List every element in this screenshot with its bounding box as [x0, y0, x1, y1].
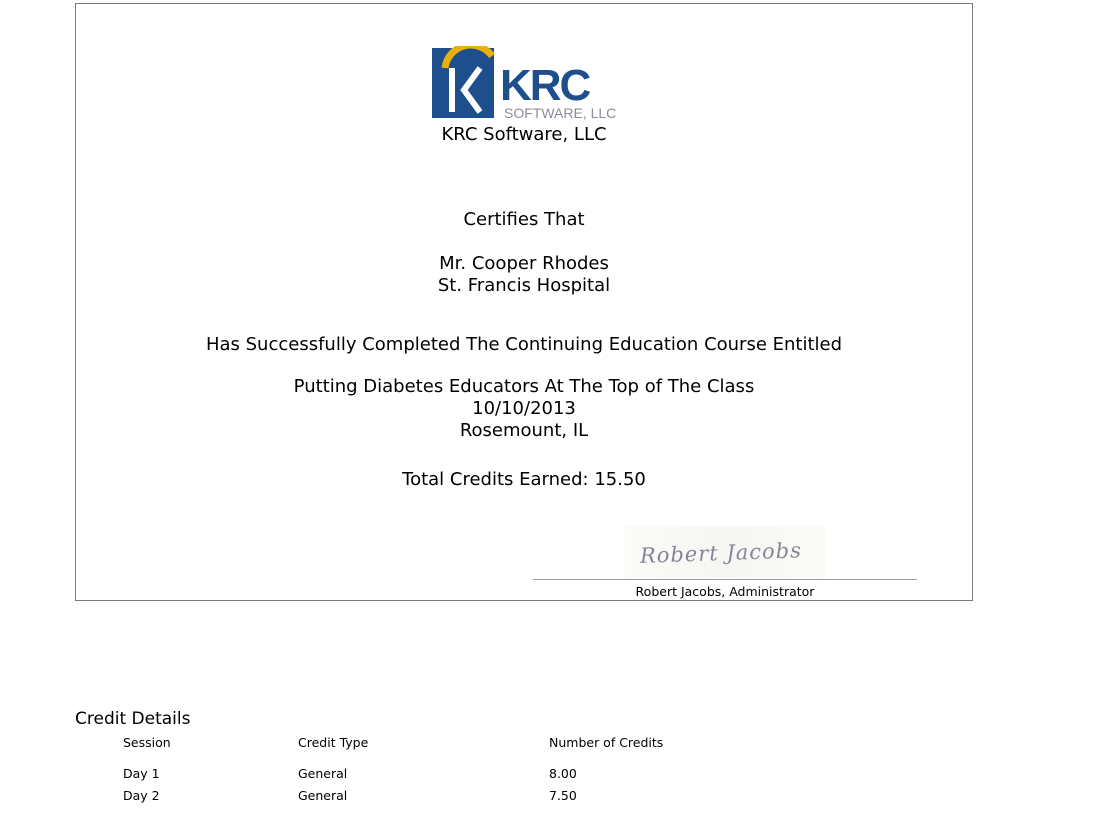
certifies-label: Certifies That: [463, 209, 585, 230]
session-cell: Day 2: [123, 788, 160, 803]
krc-logo: [432, 46, 624, 122]
header-number-of-credits: Number of Credits: [549, 735, 664, 750]
course-title: Putting Diabetes Educators At The Top of The Class: [293, 376, 755, 397]
session-cell: Day 1: [123, 766, 160, 781]
signature-image: [624, 526, 826, 578]
signature-line: [533, 579, 917, 580]
credits-cell: 7.50: [549, 788, 577, 803]
certificate-frame: [75, 3, 973, 601]
completion-statement: Has Successfully Completed The Continuing Education Course Entitled: [205, 334, 843, 355]
signer-caption: Robert Jacobs, Administrator: [635, 584, 815, 599]
header-session: Session: [123, 735, 171, 750]
signature-script: Robert Jacobs: [639, 538, 803, 568]
logo-subtitle: SOFTWARE, LLC: [504, 105, 617, 121]
header-credit-type: Credit Type: [298, 735, 369, 750]
total-credits: Total Credits Earned: 15.50: [402, 469, 646, 490]
credits-cell: 8.00: [549, 766, 577, 781]
logo-wordmark: KRC: [500, 61, 590, 110]
credit-details-title: Credit Details: [75, 709, 191, 729]
credit-type-cell: General: [298, 766, 348, 781]
company-name: KRC Software, LLC: [441, 124, 607, 145]
recipient-name: Mr. Cooper Rhodes: [439, 253, 609, 274]
recipient-organization: St. Francis Hospital: [437, 275, 611, 296]
credit-type-cell: General: [298, 788, 348, 803]
krc-logo-graphic: [432, 46, 624, 122]
signature-graphic: [624, 526, 826, 578]
credit-details-section: [75, 708, 775, 803]
course-location: Rosemount, IL: [459, 420, 589, 441]
course-date: 10/10/2013: [472, 398, 576, 419]
